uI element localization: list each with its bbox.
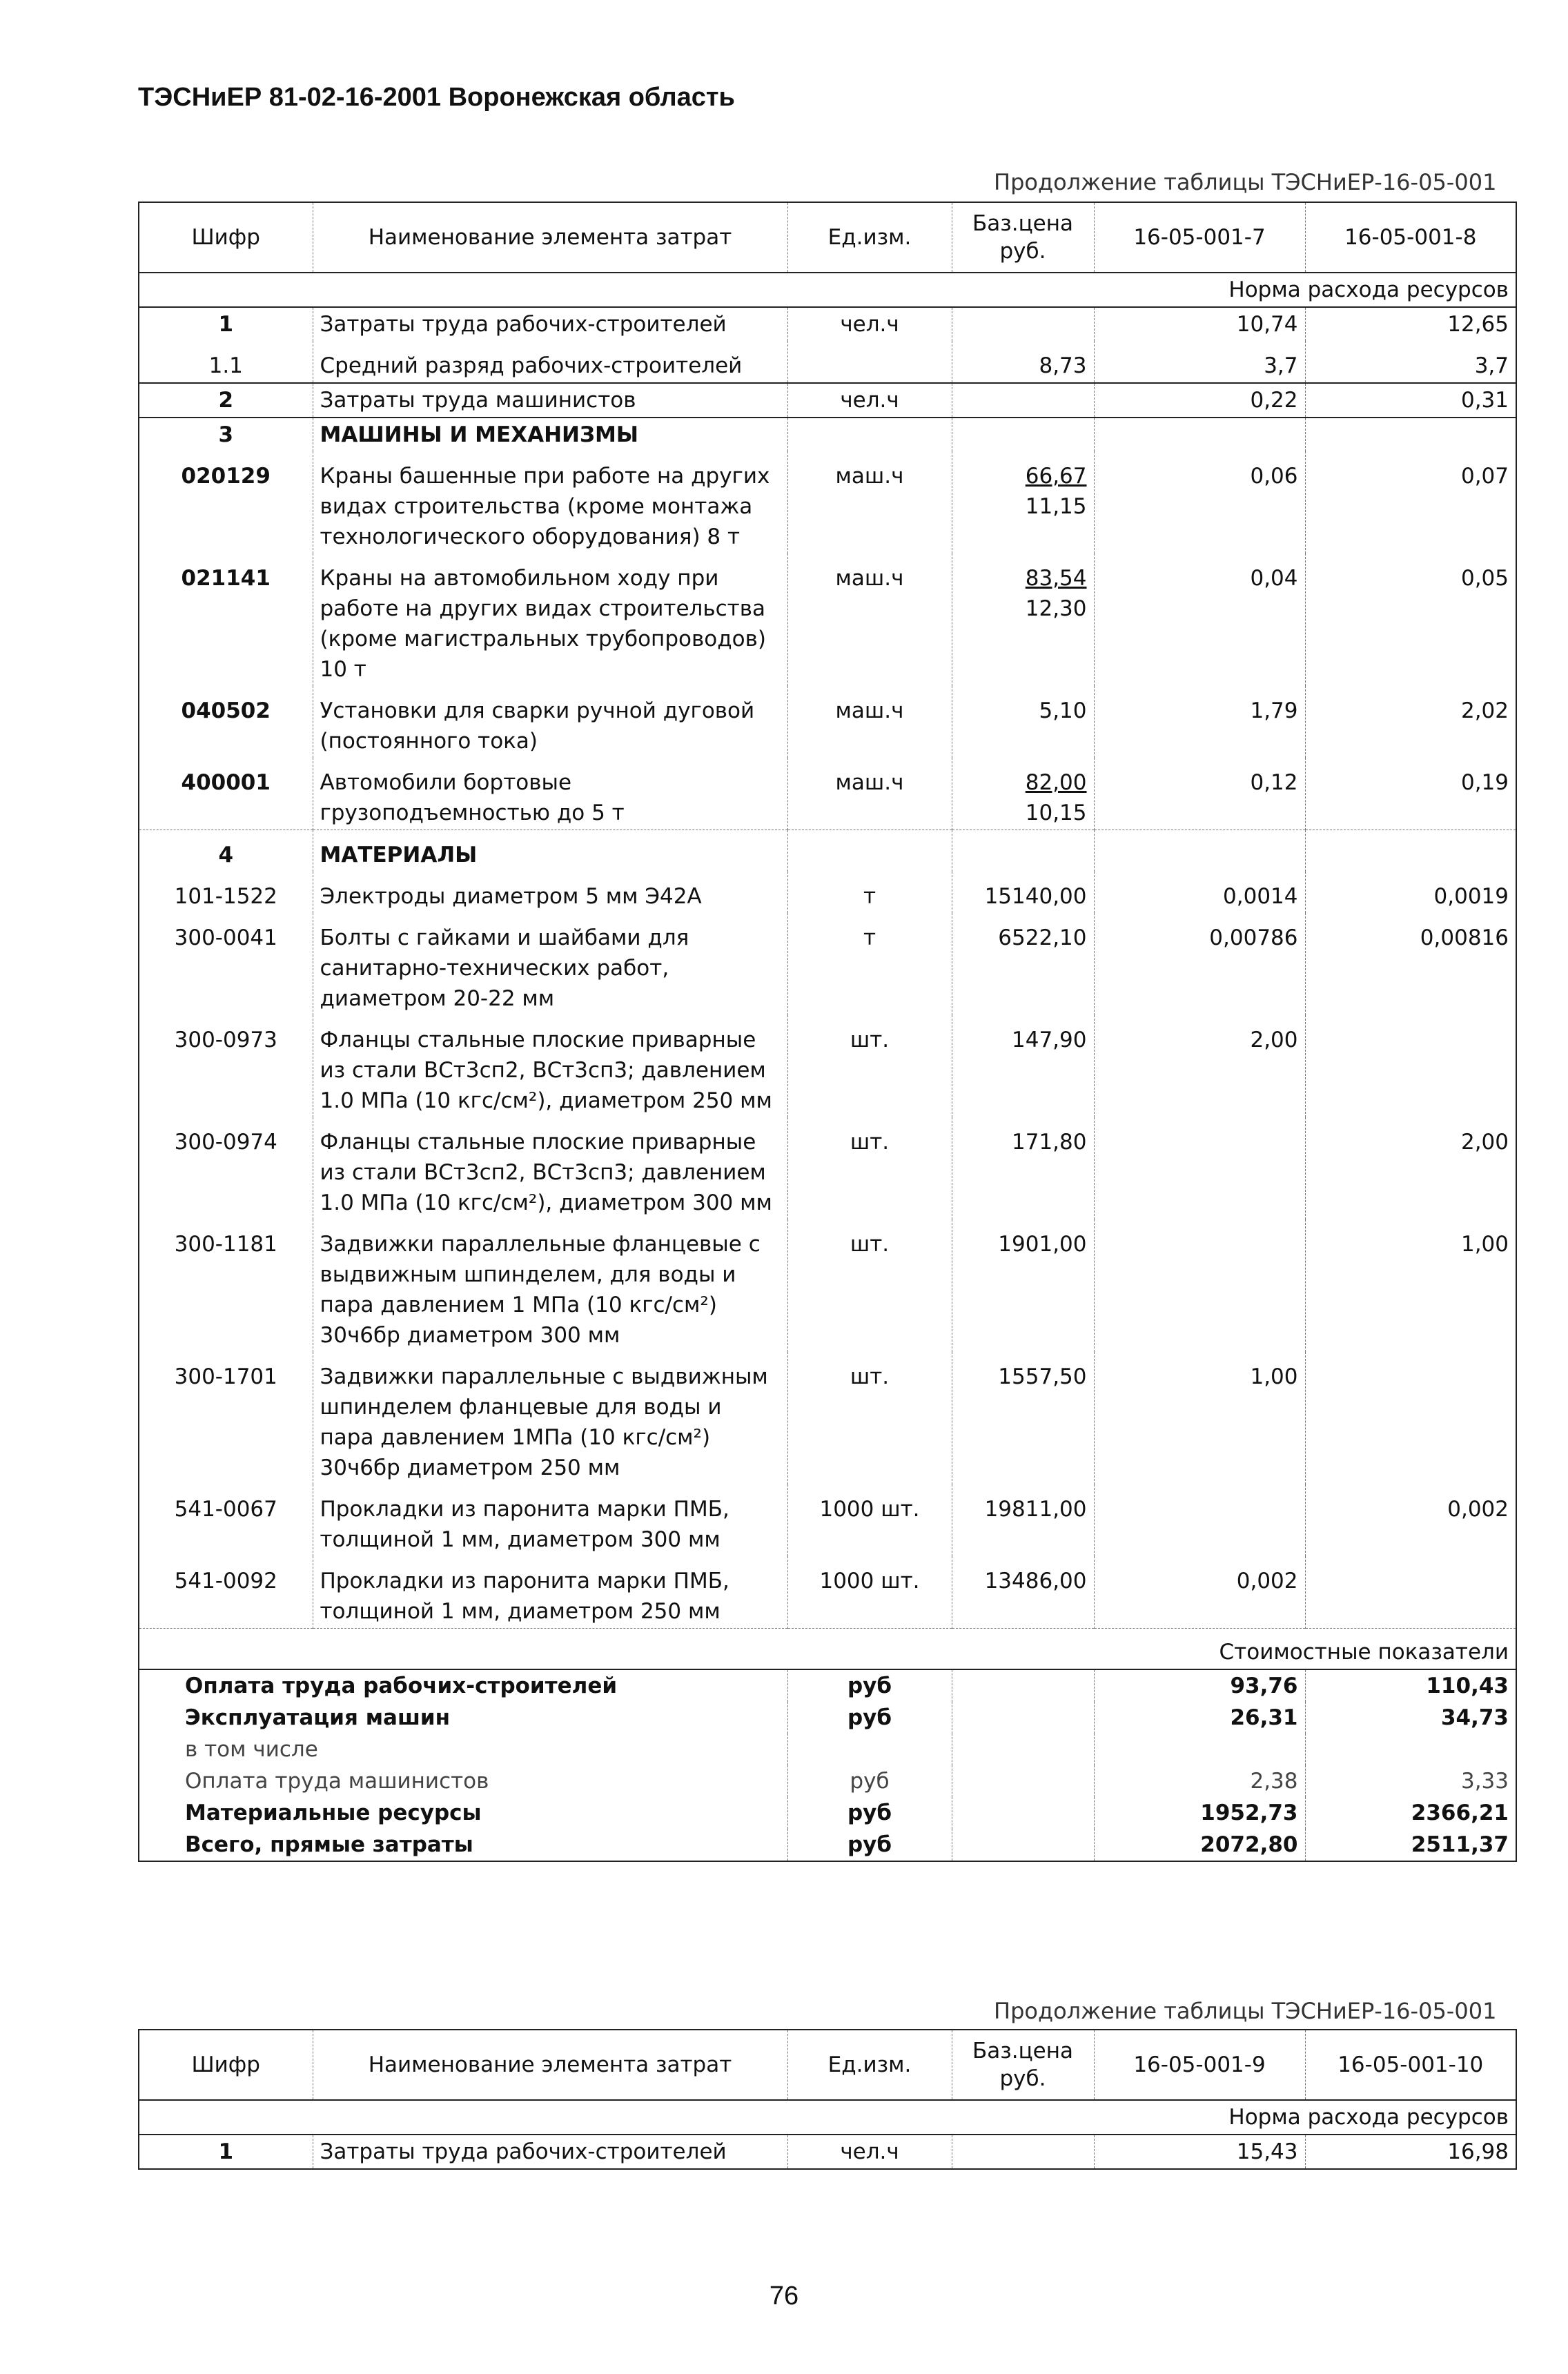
row-code: 541-0067 [139, 1484, 313, 1556]
row-name: Болты с гайками и шайбами для санитарно-технических работ, диаметром 20-22 мм [313, 913, 787, 1015]
cost-label: Оплата труда машинистов [139, 1765, 787, 1797]
row-price: 83,54 [1025, 566, 1087, 591]
row-price-cell [952, 1015, 1094, 1117]
table2-continuation: Продолжение таблицы ТЭСНиЕР-16-05-001 [994, 1998, 1497, 2024]
row-code: 1 [139, 307, 313, 341]
table-row [139, 341, 1516, 383]
row-price-cell [952, 383, 1094, 418]
row-value-2 [1305, 1015, 1516, 1117]
page-number: 76 [769, 2282, 799, 2311]
cost-empty [952, 1702, 1094, 1734]
row-code: 021141 [139, 553, 313, 686]
cost-value-1 [1094, 1734, 1305, 1765]
row-price: 1901,00 [998, 1232, 1087, 1257]
row-price-cell [952, 1352, 1094, 1484]
resource-table-2 [138, 2029, 1517, 2170]
header-name: Наименование элемента затрат [313, 2030, 787, 2100]
row-code: 040502 [139, 686, 313, 758]
table-row [139, 686, 1516, 758]
row-code: 300-0974 [139, 1117, 313, 1219]
row-price: 147,90 [1012, 1028, 1087, 1052]
header-code: Шифр [139, 2030, 313, 2100]
row-code: 400001 [139, 758, 313, 830]
row-price-cell [952, 553, 1094, 686]
header-price: Баз.цена руб. [952, 202, 1094, 273]
cost-value-1: 93,76 [1094, 1669, 1305, 1702]
cost-row [139, 1765, 1516, 1797]
cost-row [139, 1797, 1516, 1829]
table-row [139, 758, 1516, 830]
row-value-2: 12,65 [1305, 307, 1516, 341]
row-value-1: 0,22 [1094, 383, 1305, 418]
cost-label: Оплата труда рабочих-строителей [139, 1669, 787, 1702]
cost-row [139, 1734, 1516, 1765]
row-unit: маш.ч [787, 451, 952, 553]
row-code: 2 [139, 383, 313, 418]
row-code: 300-1701 [139, 1352, 313, 1484]
header-unit: Ед.изм. [787, 202, 952, 273]
row-price-cell [952, 1219, 1094, 1352]
cost-value-2: 34,73 [1305, 1702, 1516, 1734]
table-row [139, 553, 1516, 686]
row-value-1: 0,002 [1094, 1556, 1305, 1629]
row-value-1 [1094, 1219, 1305, 1352]
table-header-row [139, 2030, 1516, 2100]
row-unit: шт. [787, 1219, 952, 1352]
cost-label: Материальные ресурсы [139, 1797, 787, 1829]
row-value-1 [1094, 1484, 1305, 1556]
row-price-cell [952, 1117, 1094, 1219]
cost-caption: Стоимостные показатели [139, 1629, 1516, 1670]
row-price-cell [952, 913, 1094, 1015]
row-price-cell [952, 758, 1094, 830]
row-value-1: 15,43 [1094, 2135, 1305, 2169]
row-code: 1 [139, 2135, 313, 2169]
table-row [139, 913, 1516, 1015]
cost-value-1: 1952,73 [1094, 1797, 1305, 1829]
row-unit: т [787, 872, 952, 913]
cost-value-2: 2511,37 [1305, 1829, 1516, 1861]
cost-unit: руб [787, 1765, 952, 1797]
row-price-cell [952, 307, 1094, 341]
row-value-2 [1305, 830, 1516, 872]
row-name: Затраты труда рабочих-строителей [313, 307, 787, 341]
table-row [139, 872, 1516, 913]
row-value-1: 0,12 [1094, 758, 1305, 830]
row-price-labor: 10,15 [1025, 801, 1087, 825]
row-unit: шт. [787, 1352, 952, 1484]
norm-caption: Норма расхода ресурсов [139, 273, 1516, 307]
row-price: 5,10 [1039, 698, 1087, 723]
row-value-2: 0,07 [1305, 451, 1516, 553]
row-price-labor: 11,15 [1025, 494, 1087, 519]
cost-unit: руб [787, 1797, 952, 1829]
header-name: Наименование элемента затрат [313, 202, 787, 273]
row-value-1: 0,00786 [1094, 913, 1305, 1015]
header-code: Шифр [139, 202, 313, 273]
cost-label: Всего, прямые затраты [139, 1829, 787, 1861]
row-price-cell [952, 872, 1094, 913]
row-price: 171,80 [1012, 1130, 1087, 1155]
table-row [139, 383, 1516, 418]
row-code: 020129 [139, 451, 313, 553]
row-value-2 [1305, 1352, 1516, 1484]
cost-row [139, 1669, 1516, 1702]
row-value-2: 0,002 [1305, 1484, 1516, 1556]
row-price-cell [952, 686, 1094, 758]
row-name: Задвижки параллельные фланцевые с выдвижным шпинделем, для воды и пара давлением 1 МПа (10 кгс/см²) 30ч6бр диаметром 300 мм [313, 1219, 787, 1352]
row-unit: т [787, 913, 952, 1015]
cost-value-2: 2366,21 [1305, 1797, 1516, 1829]
row-value-1: 2,00 [1094, 1015, 1305, 1117]
table1-continuation: Продолжение таблицы ТЭСНиЕР-16-05-001 [994, 169, 1497, 195]
row-unit: чел.ч [787, 2135, 952, 2169]
row-code: 3 [139, 418, 313, 451]
cost-value-2: 110,43 [1305, 1669, 1516, 1702]
row-unit [787, 418, 952, 451]
table2-body [139, 2100, 1516, 2169]
row-value-2: 0,31 [1305, 383, 1516, 418]
norm-caption-row [139, 273, 1516, 307]
row-name: Средний разряд рабочих-строителей [313, 341, 787, 383]
cost-value-2: 3,33 [1305, 1765, 1516, 1797]
row-value-2: 1,00 [1305, 1219, 1516, 1352]
cost-value-1: 26,31 [1094, 1702, 1305, 1734]
row-value-2: 2,00 [1305, 1117, 1516, 1219]
document-title: ТЭСНиЕР 81-02-16-2001 Воронежская область [138, 83, 735, 112]
row-value-2 [1305, 418, 1516, 451]
row-unit: 1000 шт. [787, 1556, 952, 1629]
row-price-cell [952, 1556, 1094, 1629]
table-row [139, 830, 1516, 872]
row-value-1: 0,04 [1094, 553, 1305, 686]
row-name: МАТЕРИАЛЫ [313, 830, 787, 872]
table-row [139, 307, 1516, 341]
table1-body [139, 273, 1516, 1861]
row-value-2: 2,02 [1305, 686, 1516, 758]
row-name: Затраты труда рабочих-строителей [313, 2135, 787, 2169]
header-unit: Ед.изм. [787, 2030, 952, 2100]
row-unit: маш.ч [787, 686, 952, 758]
row-value-1: 3,7 [1094, 341, 1305, 383]
row-price-cell [952, 341, 1094, 383]
row-value-2 [1305, 1556, 1516, 1629]
row-value-2: 0,00816 [1305, 913, 1516, 1015]
row-value-2: 16,98 [1305, 2135, 1516, 2169]
row-unit: 1000 шт. [787, 1484, 952, 1556]
row-name: Электроды диаметром 5 мм Э42А [313, 872, 787, 913]
row-unit [787, 341, 952, 383]
row-value-1 [1094, 1117, 1305, 1219]
row-code: 1.1 [139, 341, 313, 383]
row-price-cell [952, 418, 1094, 451]
row-name: МАШИНЫ И МЕХАНИЗМЫ [313, 418, 787, 451]
cost-unit: руб [787, 1669, 952, 1702]
cost-label: в том числе [139, 1734, 787, 1765]
table-row [139, 1219, 1516, 1352]
header-price: Баз.цена руб. [952, 2030, 1094, 2100]
row-unit: маш.ч [787, 758, 952, 830]
table-row [139, 418, 1516, 451]
row-code: 300-0973 [139, 1015, 313, 1117]
row-value-1: 1,79 [1094, 686, 1305, 758]
row-unit: маш.ч [787, 553, 952, 686]
row-code: 300-0041 [139, 913, 313, 1015]
row-value-2: 0,0019 [1305, 872, 1516, 913]
row-name: Краны башенные при работе на других видах строительства (кроме монтажа технологического оборудования) 8 т [313, 451, 787, 553]
row-value-1: 10,74 [1094, 307, 1305, 341]
row-code: 300-1181 [139, 1219, 313, 1352]
cost-empty [952, 1734, 1094, 1765]
row-value-1: 1,00 [1094, 1352, 1305, 1484]
table-header-row [139, 202, 1516, 273]
resource-table-1 [138, 202, 1517, 1862]
row-name: Прокладки из паронита марки ПМБ, толщиной 1 мм, диаметром 300 мм [313, 1484, 787, 1556]
cost-unit [787, 1734, 952, 1765]
row-code: 541-0092 [139, 1556, 313, 1629]
norm-caption-row [139, 2100, 1516, 2135]
row-price [952, 2135, 1094, 2169]
table-row [139, 2135, 1516, 2169]
row-name: Краны на автомобильном ходу при работе на других видах строительства (кроме магистральных трубопроводов) 10 т [313, 553, 787, 686]
cost-unit: руб [787, 1702, 952, 1734]
cost-unit: руб [787, 1829, 952, 1861]
row-name: Установки для сварки ручной дуговой (постоянного тока) [313, 686, 787, 758]
row-value-2: 0,05 [1305, 553, 1516, 686]
row-name: Автомобили бортовые грузоподъемностью до 5 т [313, 758, 787, 830]
cost-row [139, 1702, 1516, 1734]
row-price-labor: 12,30 [1025, 596, 1087, 621]
row-value-1: 0,0014 [1094, 872, 1305, 913]
row-unit: шт. [787, 1015, 952, 1117]
row-unit: чел.ч [787, 307, 952, 341]
cost-row [139, 1829, 1516, 1861]
table-row [139, 1352, 1516, 1484]
row-name: Фланцы стальные плоские приварные из стали ВСт3сп2, ВСт3сп3; давлением 1.0 МПа (10 кгс/см²), диаметром 300 мм [313, 1117, 787, 1219]
cost-label: Эксплуатация машин [139, 1702, 787, 1734]
table-row [139, 451, 1516, 553]
row-value-1: 0,06 [1094, 451, 1305, 553]
row-price: 8,73 [1039, 353, 1087, 378]
header-col-2: 16-05-001-10 [1305, 2030, 1516, 2100]
table-row [139, 1117, 1516, 1219]
row-price: 6522,10 [998, 925, 1087, 950]
row-code: 101-1522 [139, 872, 313, 913]
row-value-2: 3,7 [1305, 341, 1516, 383]
row-name: Затраты труда машинистов [313, 383, 787, 418]
cost-value-2 [1305, 1734, 1516, 1765]
row-unit: шт. [787, 1117, 952, 1219]
row-price: 15140,00 [984, 884, 1087, 909]
header-col-2: 16-05-001-8 [1305, 202, 1516, 273]
row-code: 4 [139, 830, 313, 872]
header-col-1: 16-05-001-7 [1094, 202, 1305, 273]
cost-empty [952, 1669, 1094, 1702]
row-name: Фланцы стальные плоские приварные из стали ВСт3сп2, ВСт3сп3; давлением 1.0 МПа (10 кгс/см²), диаметром 250 мм [313, 1015, 787, 1117]
cost-value-1: 2072,80 [1094, 1829, 1305, 1861]
row-value-1 [1094, 418, 1305, 451]
cost-value-1: 2,38 [1094, 1765, 1305, 1797]
row-price: 82,00 [1025, 770, 1087, 795]
row-price-cell [952, 830, 1094, 872]
row-price-cell [952, 1484, 1094, 1556]
row-value-1 [1094, 830, 1305, 872]
row-name: Задвижки параллельные с выдвижным шпинделем фланцевые для воды и пара давлением 1МПа (10 кгс/см²) 30ч6бр диаметром 250 мм [313, 1352, 787, 1484]
cost-caption-row [139, 1629, 1516, 1670]
row-price: 66,67 [1025, 464, 1087, 489]
row-value-2: 0,19 [1305, 758, 1516, 830]
row-price: 13486,00 [984, 1569, 1087, 1593]
table-row [139, 1484, 1516, 1556]
cost-empty [952, 1797, 1094, 1829]
header-col-1: 16-05-001-9 [1094, 2030, 1305, 2100]
table-row [139, 1556, 1516, 1629]
cost-empty [952, 1765, 1094, 1797]
row-price: 19811,00 [984, 1497, 1087, 1522]
row-unit: чел.ч [787, 383, 952, 418]
cost-empty [952, 1829, 1094, 1861]
norm-caption: Норма расхода ресурсов [139, 2100, 1516, 2135]
row-unit [787, 830, 952, 872]
table-row [139, 1015, 1516, 1117]
row-price-cell [952, 451, 1094, 553]
row-name: Прокладки из паронита марки ПМБ, толщиной 1 мм, диаметром 250 мм [313, 1556, 787, 1629]
row-price: 1557,50 [998, 1364, 1087, 1389]
